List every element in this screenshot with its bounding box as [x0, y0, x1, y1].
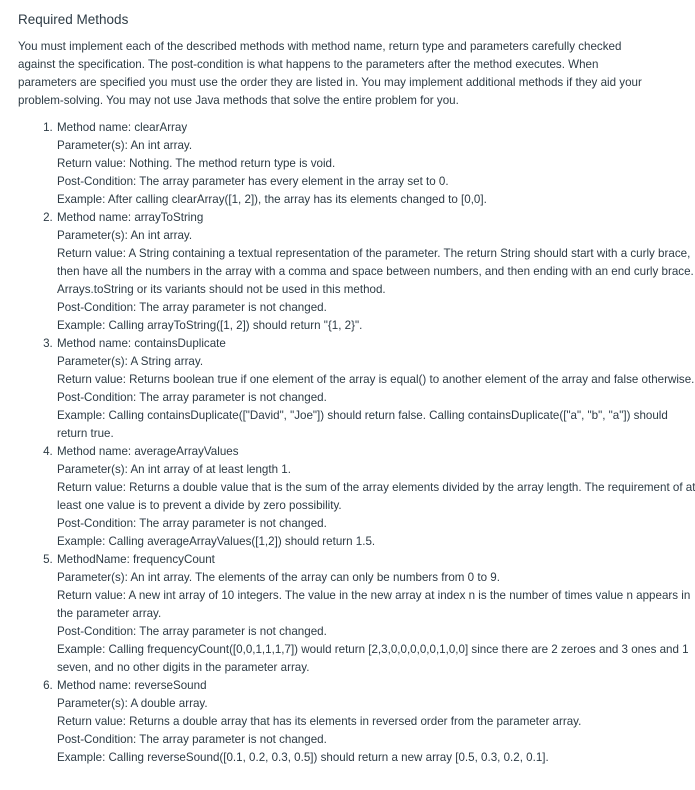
method-parameters: Parameter(s): An int array. — [57, 139, 193, 152]
method-return-value: Return value: A new int array of 10 integers. The value in the new array at index n is the number of times value n appears in the parameter array. — [57, 589, 691, 620]
method-item-average-array-values — [56, 443, 695, 551]
method-return-value: Return value: Returns a double array that has its elements in reversed order from the parameter array. — [57, 715, 582, 728]
method-return-value: Return value: A String containing a textual representation of the parameter. The return String should start with a curly brace, then have all the numbers in the array with a comma and space between numbers, and then ending with an end curly brace. Arrays.toString or its variants should not be used in this method. — [57, 247, 694, 296]
method-parameters: Parameter(s): An int array. The elements of the array can only be numbers from 0 to 9. — [57, 571, 500, 584]
method-item-clear-array — [56, 119, 695, 209]
method-post-condition: Post-Condition: The array parameter is not changed. — [57, 517, 327, 530]
method-parameters: Parameter(s): A double array. — [57, 697, 208, 710]
method-item-contains-duplicate — [56, 335, 695, 443]
method-example: Example: Calling averageArrayValues([1,2]) should return 1.5. — [57, 535, 376, 548]
method-post-condition: Post-Condition: The array parameter is not changed. — [57, 301, 327, 314]
method-name: 3. Method name: containsDuplicate — [57, 337, 226, 350]
method-example: Example: Calling arrayToString([1, 2]) should return "{1, 2}". — [57, 319, 363, 332]
method-example: Example: Calling containsDuplicate(["David", "Joe"]) should return false. Calling containsDuplicate(["a", "b", "a"]) should return true. — [57, 409, 668, 440]
method-item-frequency-count — [56, 551, 695, 677]
method-post-condition: Post-Condition: The array parameter has every element in the array set to 0. — [57, 175, 449, 188]
method-parameters: Parameter(s): A String array. — [57, 355, 204, 368]
method-example: Example: Calling frequencyCount([0,0,1,1,1,7]) would return [2,3,0,0,0,0,0,1,0,0] since there are 2 zeroes and 3 ones and 1 seven, and no other digits in the parameter array. — [57, 643, 689, 674]
method-parameters: Parameter(s): An int array of at least length 1. — [57, 463, 291, 476]
method-name: 5. MethodName: frequencyCount — [57, 553, 215, 566]
method-return-value: Return value: Returns a double value that is the sum of the array elements divided by the array length. The requirement of at least one value is to prevent a divide by zero possibility. — [57, 481, 695, 512]
method-name: 1. Method name: clearArray — [57, 121, 188, 134]
method-post-condition: Post-Condition: The array parameter is not changed. — [57, 625, 327, 638]
method-name: 4. Method name: averageArrayValues — [57, 445, 239, 458]
method-example: Example: After calling clearArray([1, 2]), the array has its elements changed to [0,0]. — [57, 193, 487, 206]
method-name: 2. Method name: arrayToString — [57, 211, 204, 224]
method-return-value: Return value: Returns boolean true if one element of the array is equal() to another element of the array and false otherwise. — [57, 373, 695, 386]
method-name: 6. Method name: reverseSound — [57, 679, 207, 692]
method-parameters: Parameter(s): An int array. — [57, 229, 193, 242]
method-post-condition: Post-Condition: The array parameter is not changed. — [57, 733, 327, 746]
method-post-condition: Post-Condition: The array parameter is not changed. — [57, 391, 327, 404]
method-item-array-to-string — [56, 209, 695, 335]
method-item-reverse-sound — [56, 677, 695, 767]
method-return-value: Return value: Nothing. The method return type is void. — [57, 157, 336, 170]
methods-list — [18, 119, 695, 767]
method-example: Example: Calling reverseSound([0.1, 0.2, 0.3, 0.5]) should return a new array [0.5, 0.3, 0.2, 0.1]. — [57, 751, 549, 764]
intro-paragraph: You must implement each of the described methods with method name, return type and parameters carefully checked against the specification. The post-condition is what happens to the parameters after the method executes. When parameters are specified you must use the order they are listed in. You may implement additional methods if they aid your problem-solving. You may not use Java methods that solve the entire problem for you. — [18, 40, 642, 107]
section-heading: Required Methods — [18, 12, 129, 27]
